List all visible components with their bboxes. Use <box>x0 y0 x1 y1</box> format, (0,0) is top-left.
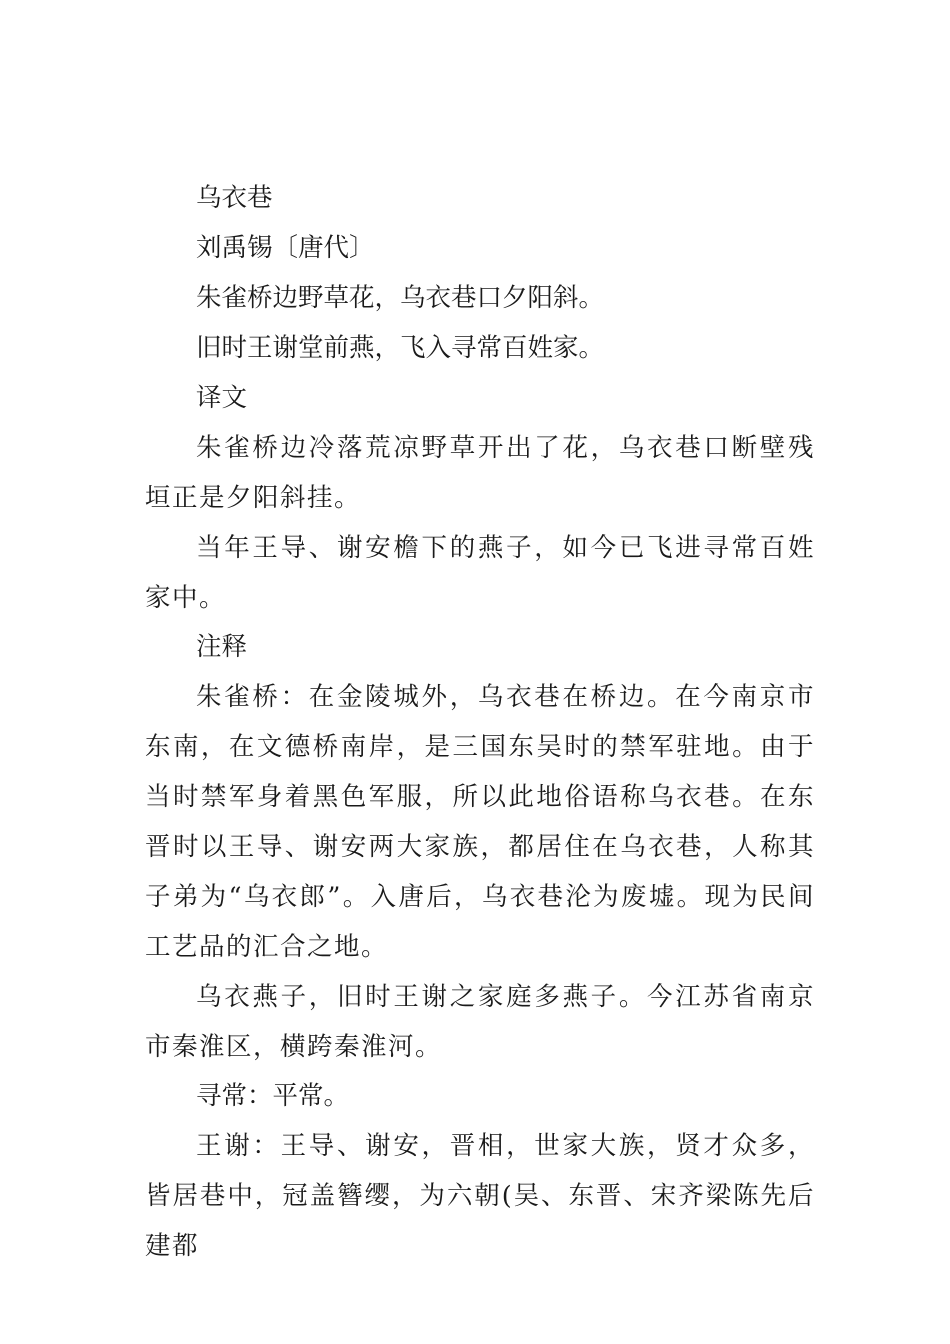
poem-author: 刘禹锡〔唐代〕 <box>196 233 375 263</box>
translation-paragraph-1: 朱雀桥边冷落荒凉野草开出了花，乌衣巷口断壁残垣正是夕阳斜挂。 <box>145 433 815 513</box>
poem-line-1: 朱雀桥边野草花，乌衣巷口夕阳斜。 <box>196 283 605 313</box>
note-wuyi-swallows: 乌衣燕子，旧时王谢之家庭多燕子。今江苏省南京市秦淮区，横跨秦淮河。 <box>145 982 815 1062</box>
poem-title: 乌衣巷 <box>196 183 273 213</box>
poem-line-2: 旧时王谢堂前燕，飞入寻常百姓家。 <box>196 333 605 363</box>
translation-paragraph-2: 当年王导、谢安檐下的燕子，如今已飞进寻常百姓家中。 <box>145 533 815 613</box>
note-zhuque-bridge: 朱雀桥：在金陵城外，乌衣巷在桥边。在今南京市东南，在文德桥南岸，是三国东吴时的禁军驻地。由于当时禁军身着黑色军服，所以此地俗语称乌衣巷。在东晋时以王导、谢安两大家族，都居住在乌衣巷，人称其子弟为“乌衣郎”。入唐后，乌衣巷沦为废墟。现为民间工艺品的汇合之地。 <box>145 682 815 962</box>
translation-heading: 译文 <box>196 383 248 413</box>
note-xunchang: 寻常：平常。 <box>196 1081 350 1111</box>
note-wangxie: 王谢：王导、谢安，晋相，世家大族，贤才众多，皆居巷中，冠盖簪缨，为六朝(吴、东晋、宋齐梁陈先后建都 <box>145 1131 815 1261</box>
notes-heading: 注释 <box>196 632 248 662</box>
